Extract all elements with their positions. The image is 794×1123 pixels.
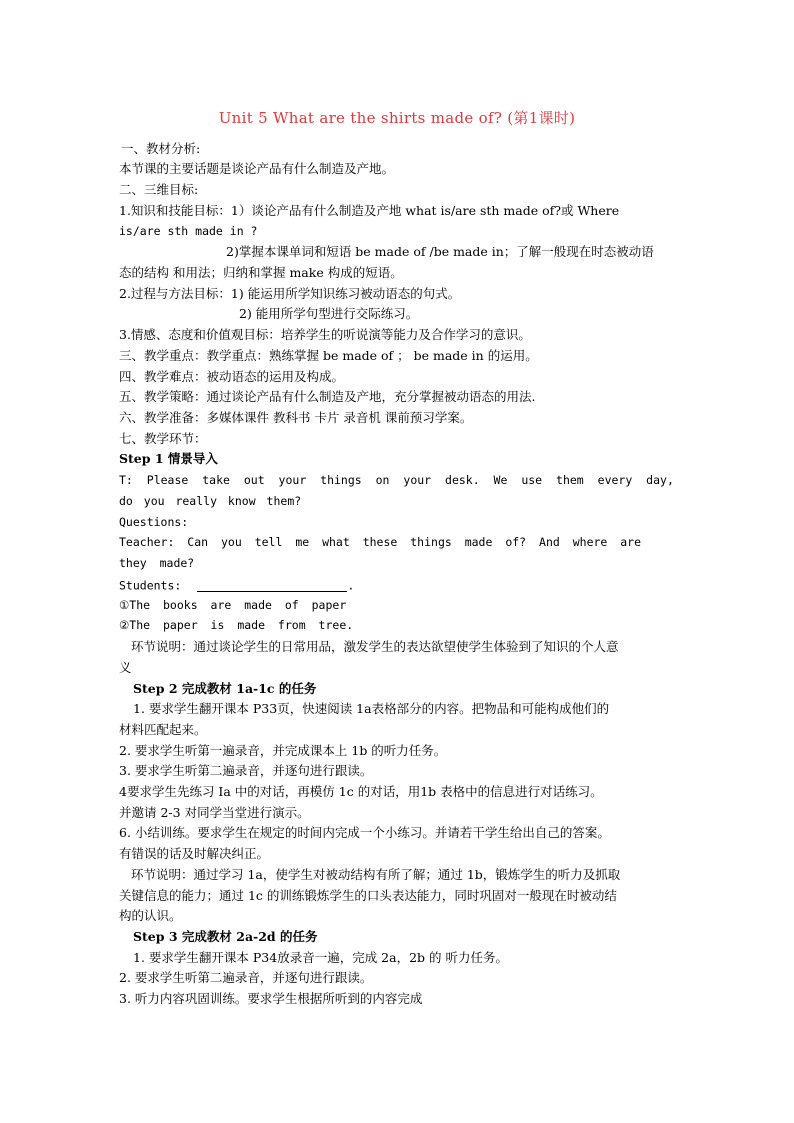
section-heading: 四、教学难点：被动语态的运用及构成。	[119, 369, 345, 384]
task-line: 6. 小结训练。要求学生在规定的时间内完成一个小练习。并请若干学生给出自己的答案。	[119, 825, 610, 840]
step-heading: Step 1 情景导入	[119, 451, 218, 466]
paragraph-line: 态的结构 和用法；归纳和掌握 make 构成的短语。	[119, 265, 403, 280]
task-line: 3. 要求学生听第二遍录音，并逐句进行跟读。	[119, 763, 373, 778]
dialogue-line: do you really know them?	[119, 494, 302, 508]
paragraph-line: 2)掌握本课单词和短语 be made of /be made in；了解一般现在时态被动语	[226, 244, 654, 259]
task-line: 1. 要求学生翻开课本 P33页，快速阅读 1a表格部分的内容。把物品和可能构成他们的	[133, 701, 610, 716]
step-heading: Step 2 完成教材 1a-1c 的任务	[133, 681, 317, 696]
paragraph-line: is/are sth made in ?	[119, 224, 258, 238]
note-line: 义	[119, 660, 132, 675]
note-line: 环节说明：通过学习 1a，使学生对被动结构有所了解；通过 1b，锻炼学生的听力及抓取	[131, 867, 621, 882]
section-heading: 三、教学重点：教学重点：熟练掌握 be made of ； be made in 的运用。	[119, 348, 538, 363]
task-line: 1. 要求学生翻开课本 P34放录音一遍，完成 2a，2b 的 听力任务。	[133, 950, 508, 965]
dialogue-line: T: Please take out your things on your desk. We use them every day,	[119, 473, 674, 487]
task-line: 4要求学生先练习 Ia 中的对话，再模仿 1c 的对话，用1b 表格中的信息进行对话练习。	[119, 784, 603, 799]
task-line: 有错误的话及时解决纠正。	[119, 846, 270, 861]
section-heading: 五、教学策略：通过谈论产品有什么制造及产地，充分掌握被动语态的用法.	[119, 389, 536, 404]
step-heading: Step 3 完成教材 2a-2d 的任务	[133, 929, 318, 944]
note-line: 关键信息的能力；通过 1c 的训练锻炼学生的口头表达能力，同时巩固对一般现在时被动结	[119, 888, 617, 903]
section-heading: 二、三维目标:	[119, 182, 199, 197]
answer-blank	[197, 579, 347, 592]
paragraph-line: 1.知识和技能目标：1）谈论产品有什么制造及产地 what is/are sth made of?或 Where	[119, 203, 620, 218]
paragraph-line: 2.过程与方法目标：1) 能运用所学知识练习被动语态的句式。	[119, 286, 461, 301]
answer-line: ②The paper is made from tree.	[119, 618, 354, 632]
section-heading: 七、教学环节：	[119, 431, 207, 446]
task-line: 2. 要求学生听第一遍录音，并完成课本上 1b 的听力任务。	[119, 743, 447, 758]
task-line: 2. 要求学生听第二遍录音，并逐句进行跟读。	[119, 970, 373, 985]
section-heading: 六、教学准备：多媒体课件 教科书 卡片 录音机 课前预习学案。	[119, 410, 473, 425]
task-line: 材料匹配起来。	[119, 722, 207, 737]
paragraph-line: 2) 能用所学句型进行交际练习。	[239, 306, 419, 321]
students-label: Students:	[119, 578, 182, 593]
note-line: 构的认识。	[119, 908, 182, 923]
note-line: 环节说明：通过谈论学生的日常用品，激发学生的表达欲望使学生体验到了知识的个人意	[131, 639, 619, 654]
dialogue-line: Teacher: Can you tell me what these things made of? And where are	[119, 535, 642, 549]
section-heading: 一、教材分析:	[121, 141, 201, 156]
paragraph-line: 3.情感、态度和价值观目标：培养学生的听说演等能力及合作学习的意识。	[119, 327, 531, 342]
document-title: Unit 5 What are the shirts made of? (第1课时)	[218, 109, 576, 127]
dialogue-line: Questions:	[119, 515, 189, 529]
paragraph-line: 本节课的主要话题是谈论产品有什么制造及产地。	[119, 161, 395, 176]
answer-line: Students: .	[119, 578, 355, 593]
dialogue-line: they made?	[119, 556, 195, 570]
task-line: 并邀请 2-3 对同学当堂进行演示。	[119, 805, 310, 820]
answer-line: ①The books are made of paper	[119, 598, 347, 612]
task-line: 3. 听力内容巩固训练。要求学生根据所听到的内容完成	[119, 991, 423, 1006]
